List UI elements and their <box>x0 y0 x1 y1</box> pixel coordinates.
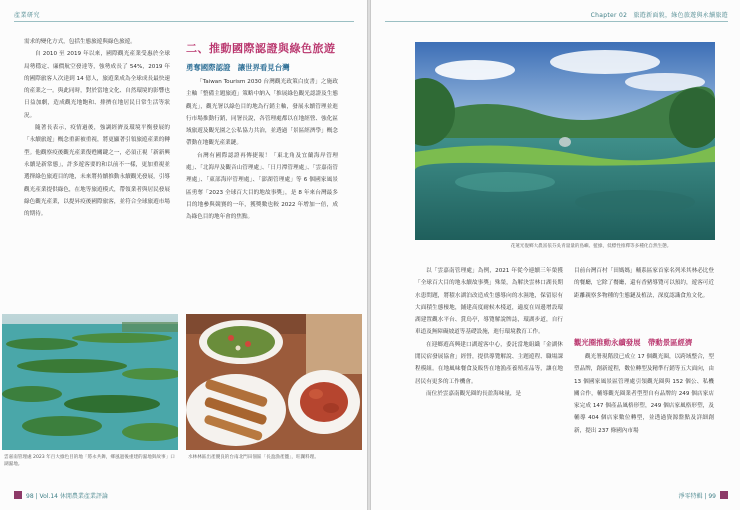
left-running-head: 產業研究 <box>14 12 41 19</box>
header-rule <box>385 21 728 22</box>
sub-heading: 觀光圈推動永續發展 帶動景區經濟 <box>574 338 693 347</box>
photo-caption: 水林林區出產優良的台南北門田佃區「長盈漁產鹽」，旺瀾料理。 <box>188 455 319 460</box>
paragraph: 目前台灣百村「田媽媽」輔系區家首家名列米其林必比登的餐廳，它除了餐廳，還有香豬導覽可以預約，遊客可近距離親察多物種的生態鏈及植法，深度認識食魚文化。 <box>574 268 714 299</box>
right-page <box>371 0 740 510</box>
paragraph: 「Taiwan Tourism 2030 台灣觀光政策白皮書」之施政主軸「整備主題旅遊」策略中納入「推展綠色觀光認證及生態觀光」，觀光署以綠色目的地為行銷主軸，發展永續管理並進行市場推動行銷，同署長說，各管理處都以在地經營、強化區域旅遊及觀光園之公私協力共治，並透過「景區經濟學」概念帶動在地觀光產業鏈。 <box>186 79 338 147</box>
photo-caption: 花蓮光復鄉大農富依芬吳青量量的島嶼、藍綠，低標性推釋等多種化自然生態。 <box>510 244 672 249</box>
right-folio <box>679 491 728 500</box>
folio-text: 98 | Vol.14 休閒農業產業評論 <box>26 493 108 500</box>
paragraph: 觀光署現階段已成立 17 個觀光圈，以跨域整合，型塑品牌，創新遊程，數位轉型及精準行銷等五大面向，由 13 個國家風景區管理處引領觀光圈與 152 個公、私機關合作，輔導觀光圈業者型塑自有品牌約 249 個店家店家完成 147 個產品風格形塑，249 個店家風格形塑，及輔導 404 個店家數位轉型，並透過資源盤點及詳細創新，提出 237 條國內市場 <box>574 354 714 434</box>
wetland-aerial-image <box>2 314 178 450</box>
seafood-dishes-photo <box>186 314 362 450</box>
photo-caption: 雲嘉南管理處 2023 年百大綠色目的地「將永共舞，鄉風過後重建的濕地與故事」口湖濕地。 <box>4 455 175 467</box>
seafood-dishes-image <box>186 314 362 450</box>
pond-landscape-image <box>415 42 715 240</box>
paragraph: 台灣有國際認證再傳捷報！「東北角及宜蘭海岸管理處」、「北海岸及觀音山管理處」、「日月潭管理處」、「雲嘉南管理處」、「東部海岸管理處」、「澎湖管理處」等 6 個國家風景區勇奪「2023 全球百大目的地故事獎」，是 8 年來台灣最多目的地參與競賽的一年，獲獎數也較 2022 年增加一倍，成為綠色目的地年會的焦點。 <box>186 152 338 221</box>
folio-text: 淨零特輯 | 99 <box>678 493 716 500</box>
folio-marker <box>720 491 728 499</box>
paragraph: 隨著長表示，疫情過後，強調經濟及環境平衡發展的「永續旅遊」概念重新被重視，將更顯著引領旅遊產業的轉型。他觀察疫後觀光產業復甦關鍵之一，必須正視「新新興永續是新常態」，許多遊客要的和以前不一樣，更加重視並選擇綠色旅遊目的地，未來將持續推動永續觀光發展，引導觀光產業提供綠色，在地等旅遊模式，帶領業者與居民發展綠色觀光產業，以提昇疫後國際旅客，並符合全球旅遊市場的期待。 <box>24 125 170 218</box>
folio-marker <box>14 491 22 499</box>
right-column-1 <box>415 265 563 400</box>
left-page <box>0 0 367 510</box>
paragraph: 而位於雲嘉南觀光圈的長盈海味量，是 <box>426 390 522 397</box>
section-heading: 二、推動國際認證與綠色旅遊 <box>186 42 336 55</box>
wetland-aerial-photo <box>2 314 178 450</box>
pond-landscape-photo <box>415 42 715 240</box>
right-running-head: Chapter 02 旅遊新面貌，綠色旅遊與永續旅遊 <box>590 12 728 19</box>
paragraph: 以「雲嘉南管理處」為例，2021 年從今連續三年榮獲「全球百大目的地永續故事獎」殊榮，為解決雲林口湖長期水患問題，將積水湖泊改造成生態導向的水濕地，保留原有大面積生態棲地，鋪建高度耐候木棧道，適度在周邊增設環湖建置觀水平台、賞鳥亭，導覽解說牌誌，環湖步道，自行車道及無障礙坡道等基礎設施，進行環境教育工作。 <box>415 268 563 336</box>
paragraph: 自 2010 至 2019 年以來，國際觀光產業受惠於全球局勢穩定、廉價航空發達等，強勢成長了 54%，2019 年的國際旅客人次達到 14 億人，旅遊業成為全球成長最快速的產業之一。與此同時，對於當地文化、自然環境的影響也日益加劇，造成觀光地飽和、排擠在地居民日常生活等狀況。 <box>24 51 170 119</box>
right-column-2 <box>574 265 714 302</box>
left-folio <box>14 491 108 500</box>
sub-heading: 勇奪國際認證 讓世界看見台灣 <box>186 63 290 72</box>
right-column-2b <box>574 351 714 437</box>
header-rule <box>14 21 354 22</box>
left-column-1 <box>24 36 170 220</box>
paragraph: 需求的變化方式，包括生態旅遊與綠色旅遊。 <box>24 39 136 45</box>
left-column-2 <box>186 76 338 224</box>
paragraph: 在迎鄉遊高興建口湖遊客中心，委託當地組織「金湖休閒民宿發展協會」經營，提供導覽解說、主題遊程、職場課程模組。在地風味餐食及販售在地漁產養殖產品等，讓在地居民有更多的工作機會。 <box>415 341 563 385</box>
